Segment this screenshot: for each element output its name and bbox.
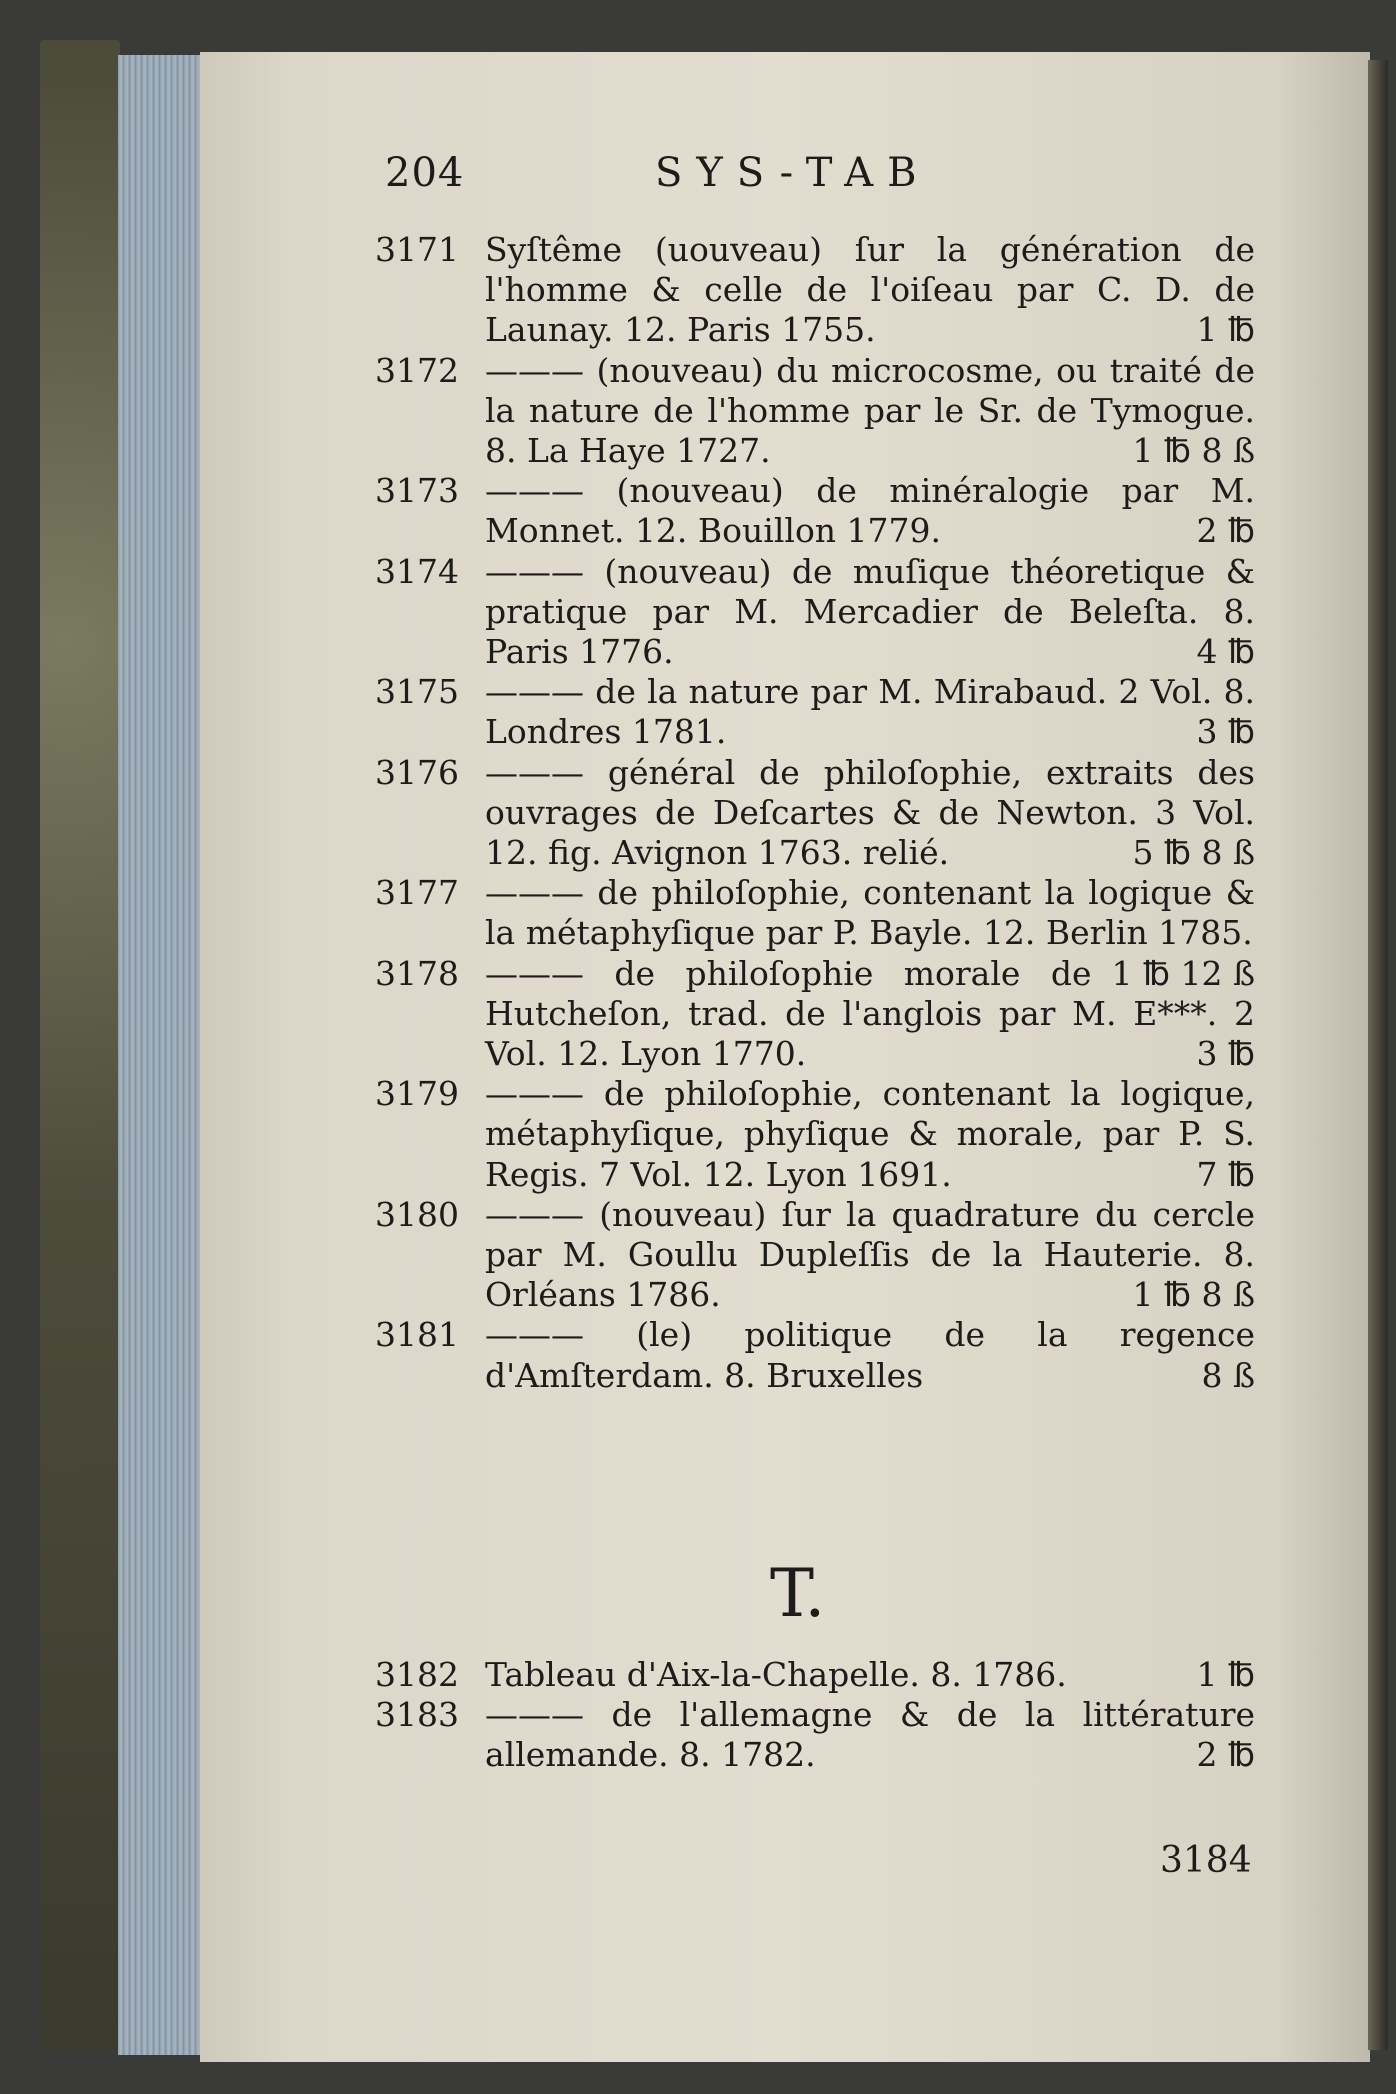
entry-price: 1 ℔ bbox=[1196, 310, 1255, 350]
entry-number: 3173 bbox=[375, 471, 459, 511]
entry-text: ——— (nouveau) de muſique théoretique & pratique par M. Mercadier de Beleſta. 8. Paris 1776. bbox=[485, 551, 1255, 672]
entry-price: 1 ℔ 12 ß bbox=[1111, 953, 1255, 993]
page-gutter-shadow bbox=[1368, 60, 1388, 2050]
entry-number: 3172 bbox=[375, 350, 459, 390]
entry-number: 3180 bbox=[375, 1194, 459, 1234]
entry-text: ——— (nouveau) ſur la quadrature du cercle par M. Goullu Dupleſſis de la Hauterie. 8. Orléans 1786. bbox=[485, 1194, 1255, 1315]
entry-body bbox=[485, 1695, 1255, 1775]
catalog-entry bbox=[375, 954, 1255, 1075]
entry-number: 3181 bbox=[375, 1315, 459, 1355]
catalog-entry bbox=[375, 672, 1255, 752]
section-letter: T. bbox=[770, 1555, 826, 1632]
entry-price: 3 ℔ bbox=[1196, 712, 1255, 752]
running-head: SYS-TAB bbox=[655, 150, 931, 196]
entry-text: ——— de philoſophie morale de Hutcheſon, trad. de l'anglois par M. E***. 2 Vol. 12. Lyon 1770. bbox=[485, 953, 1255, 1074]
page-number: 204 bbox=[385, 150, 465, 196]
entry-number: 3177 bbox=[375, 873, 459, 913]
catalog-entry bbox=[375, 552, 1255, 673]
entry-body bbox=[485, 351, 1255, 472]
entry-body bbox=[485, 954, 1255, 1075]
entry-price: 2 ℔ bbox=[1196, 1735, 1255, 1775]
entry-text: ——— de la nature par M. Mirabaud. 2 Vol. 8. Londres 1781. bbox=[485, 672, 1255, 752]
entry-text: ——— (le) politique de la regence d'Amſterdam. 8. Bruxelles bbox=[485, 1315, 1255, 1395]
entry-text: ——— (nouveau) du microcosme, ou traité de la nature de l'homme par le Sr. de Tymogue. 8. La Haye 1727. bbox=[485, 350, 1255, 471]
entry-number: 3179 bbox=[375, 1074, 459, 1114]
entry-number: 3182 bbox=[375, 1655, 459, 1694]
catalog-entry bbox=[375, 351, 1255, 472]
catalog-entry bbox=[375, 1074, 1255, 1195]
catalog-entry bbox=[375, 1655, 1255, 1695]
entry-body bbox=[485, 1315, 1255, 1395]
entry-price: 1 ℔ 8 ß bbox=[1132, 1275, 1255, 1315]
entry-body bbox=[485, 552, 1255, 673]
entry-text: ——— de philoſophie, contenant la logique & la métaphyſique par P. Bayle. 12. Berlin 1785. bbox=[485, 873, 1255, 953]
entry-text: ——— général de philoſophie, extraits des ouvrages de Deſcartes & de Newton. 3 Vol. 12. fig. Avignon 1763. relié. bbox=[485, 752, 1255, 873]
entry-text: ——— de philoſophie, contenant la logique, métaphyſique, phyſique & morale, par P. S. Regis. 7 Vol. 12. Lyon 1691. bbox=[485, 1074, 1255, 1194]
entry-number: 3183 bbox=[375, 1695, 459, 1735]
entry-price: 8 ß bbox=[1201, 1355, 1255, 1395]
catchword: 3184 bbox=[1160, 1840, 1252, 1881]
entry-price: 1 ℔ 8 ß bbox=[1132, 431, 1255, 471]
catalog-entry bbox=[375, 1695, 1255, 1775]
entry-body bbox=[485, 672, 1255, 752]
entry-body bbox=[485, 1655, 1255, 1695]
entry-text: Tableau d'Aix-la-Chapelle. 8. 1786. bbox=[485, 1655, 1067, 1694]
entry-number: 3178 bbox=[375, 953, 459, 993]
catalog-entry bbox=[375, 1195, 1255, 1316]
catalog-entry bbox=[375, 753, 1255, 874]
entry-price: 2 ℔ bbox=[1196, 511, 1255, 551]
entry-price: 7 ℔ bbox=[1196, 1154, 1255, 1194]
entry-body bbox=[485, 753, 1255, 874]
entry-body bbox=[485, 230, 1255, 351]
entry-price: 4 ℔ bbox=[1196, 632, 1255, 672]
page-header bbox=[385, 150, 1245, 210]
entry-body bbox=[485, 873, 1255, 993]
entry-list bbox=[375, 230, 1255, 1396]
book-cover-left bbox=[40, 40, 120, 2050]
entry-price: 1 ℔ bbox=[1196, 1655, 1255, 1694]
entry-price: 5 ℔ 8 ß bbox=[1132, 833, 1255, 873]
entry-body bbox=[485, 1074, 1255, 1195]
entry-body bbox=[485, 1195, 1255, 1316]
entry-body bbox=[485, 471, 1255, 551]
entry-number: 3174 bbox=[375, 551, 459, 591]
entry-number: 3176 bbox=[375, 752, 459, 792]
page-edges bbox=[118, 55, 203, 2055]
entry-price: 3 ℔ bbox=[1196, 1034, 1255, 1074]
catalog-entry bbox=[375, 230, 1255, 351]
entry-list-t bbox=[375, 1655, 1255, 1776]
catalog-entry bbox=[375, 471, 1255, 551]
catalog-entry bbox=[375, 1315, 1255, 1395]
entry-text: Syſtême (uouveau) ſur la génération de l'homme & celle de l'oiſeau par C. D. de Launay. 12. Paris 1755. bbox=[485, 230, 1255, 350]
entry-number: 3171 bbox=[375, 230, 459, 269]
entry-text: ——— de l'allemagne & de la littérature allemande. 8. 1782. bbox=[485, 1695, 1255, 1775]
entry-text: ——— (nouveau) de minéralogie par M. Monnet. 12. Bouillon 1779. bbox=[485, 471, 1255, 551]
entry-number: 3175 bbox=[375, 672, 459, 712]
